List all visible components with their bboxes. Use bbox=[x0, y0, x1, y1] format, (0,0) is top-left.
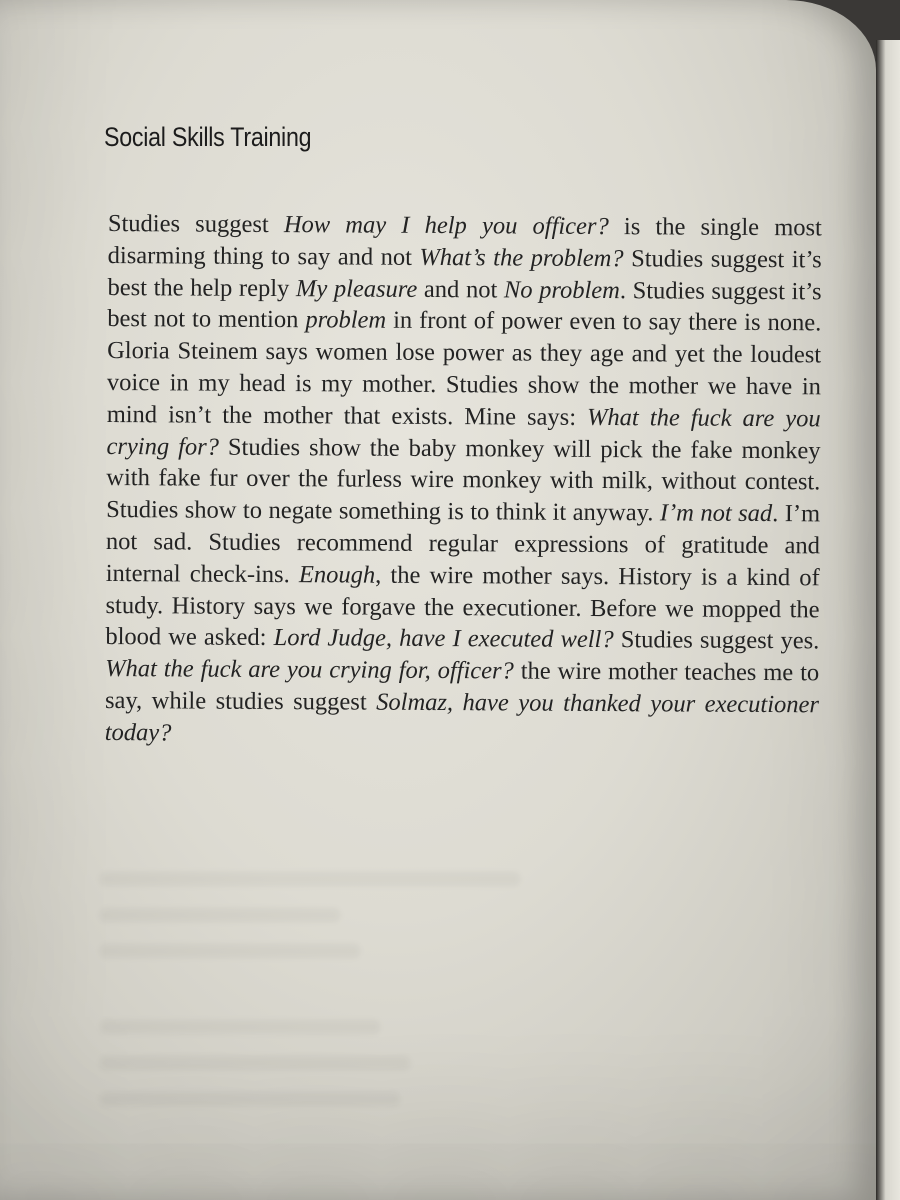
italic-phrase: What’s the problem? bbox=[419, 243, 624, 272]
text-run: the wire mother teaches me to say, while studies suggest bbox=[104, 657, 820, 716]
next-page-edge bbox=[876, 40, 900, 1200]
italic-phrase: My pleasure bbox=[295, 274, 418, 303]
italic-phrase: Enough bbox=[298, 560, 376, 589]
text-run: Studies suggest yes. bbox=[613, 626, 820, 655]
italic-phrase: problem bbox=[305, 306, 387, 335]
italic-phrase: What the fuck are you crying for, officer? bbox=[105, 655, 514, 685]
bleed-through-line bbox=[100, 872, 520, 886]
bleed-through-line bbox=[100, 908, 340, 922]
text-run: Studies suggest it’s best the help reply bbox=[107, 244, 822, 302]
page-title: Social Skills Training bbox=[104, 122, 312, 152]
text-run: in front of power even to say there is none. Gloria Steinem says women lose power as they age and yet the loudest voice in my head is my mother. Studies show the mother we have in mind isn’t the mother that exists. Mine says: bbox=[106, 307, 822, 431]
italic-phrase: Lord Judge, have I executed well? bbox=[273, 624, 614, 654]
text-run: and not bbox=[417, 275, 505, 304]
bleed-through-line bbox=[100, 1020, 380, 1034]
italic-phrase: No problem bbox=[503, 276, 620, 304]
text-run: is the single most disarming thing to say and not bbox=[107, 213, 822, 271]
text-run: . I’m not sad. Studies recommend regular expressions of gratitude and internal check-ins. bbox=[105, 500, 821, 588]
text-run: Studies suggest bbox=[107, 209, 284, 239]
italic-phrase: How may I help you officer? bbox=[283, 211, 609, 241]
bleed-through-line bbox=[100, 1056, 410, 1070]
italic-phrase: I’m not sad bbox=[659, 499, 773, 528]
text-run: . Studies suggest it’s best not to mention bbox=[107, 276, 822, 334]
poem-body bbox=[105, 208, 822, 753]
text-run: , the wire mother says. History is a kind of study. History says we forgave the executioner. Before we mopped the blood we asked: bbox=[105, 561, 820, 652]
text-run: Studies show the baby monkey will pick the fake monkey with fake fur over the furless wire monkey with milk, without contest. Studies show to negate something is to think it anyway. bbox=[106, 433, 821, 527]
italic-phrase: Solmaz, have you thanked your executioner today? bbox=[104, 688, 820, 747]
italic-phrase: What the fuck are you crying for? bbox=[106, 403, 821, 461]
bleed-through-line bbox=[100, 1092, 400, 1106]
bleed-through-line bbox=[100, 944, 360, 958]
